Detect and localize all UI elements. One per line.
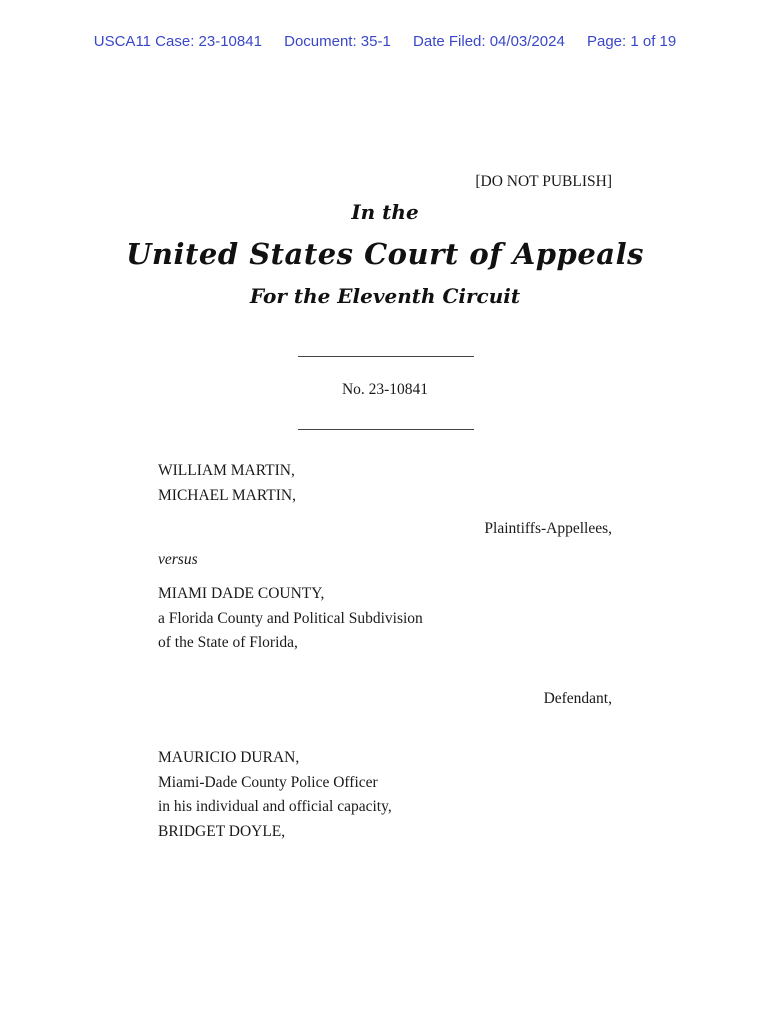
defendant-role: Defendant,	[543, 690, 612, 707]
stamp-page: Page: 1 of 19	[586, 33, 677, 50]
court-name: United States Court of Appeals	[126, 237, 644, 271]
publication-status: [DO NOT PUBLISH]	[475, 173, 612, 190]
filing-stamp	[0, 33, 770, 50]
court-heading-in-the: In the	[351, 200, 419, 224]
other-defendants-block	[158, 746, 392, 844]
defendant-line: Miami-Dade County Police Officer	[158, 773, 378, 791]
defendant-line: in his individual and official capacity,	[158, 798, 392, 815]
divider-top	[298, 356, 474, 357]
plaintiffs-block	[158, 459, 296, 508]
defendant-line: BRIDGET DOYLE,	[158, 822, 286, 840]
defendant-line: a Florida County and Political Subdivision	[158, 609, 423, 627]
defendant-line: MIAMI DADE COUNTY,	[158, 585, 325, 602]
defendant-line: MAURICIO DURAN,	[158, 749, 300, 766]
stamp-filed-date: Date Filed: 04/03/2024	[413, 33, 565, 50]
case-number: No. 23-10841	[341, 381, 429, 398]
defendant-line: of the State of Florida,	[158, 634, 298, 651]
stamp-case: USCA11 Case: 23-10841	[93, 33, 262, 50]
plaintiff-name: WILLIAM MARTIN,	[158, 462, 295, 479]
defendant-block	[158, 582, 423, 656]
plaintiff-name: MICHAEL MARTIN,	[158, 486, 296, 504]
stamp-document: Document: 35-1	[284, 33, 391, 50]
versus-label: versus	[158, 551, 198, 568]
plaintiffs-role: Plaintiffs-Appellees,	[484, 520, 612, 537]
divider-bottom	[298, 429, 474, 430]
circuit-name: For the Eleventh Circuit	[249, 284, 521, 308]
